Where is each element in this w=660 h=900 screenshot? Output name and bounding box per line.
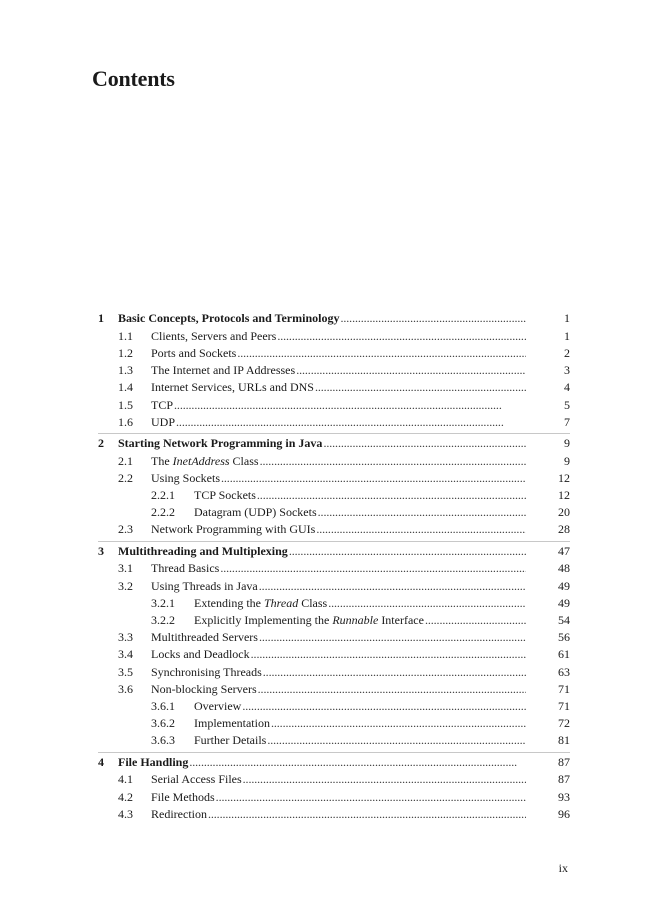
section-entry	[98, 664, 570, 681]
entry-title: The Internet and IP Addresses	[151, 363, 296, 378]
entry-title: Using Threads in Java	[151, 578, 258, 593]
entry-page-number: 3	[564, 363, 570, 378]
entry-page-number: 9	[564, 453, 570, 468]
entry-page-number: 72	[558, 716, 570, 731]
entry-title-with-leader	[151, 646, 526, 663]
dot-leader	[276, 328, 526, 345]
entry-page-number: 20	[558, 505, 570, 520]
dot-leader	[173, 397, 526, 414]
entry-title: TCP	[151, 397, 174, 412]
table-of-contents	[98, 310, 570, 823]
entry-number: 4.1	[118, 772, 133, 787]
entry-number: 3.4	[118, 647, 133, 662]
entry-number: 1.1	[118, 328, 133, 343]
chapter-entry	[98, 310, 570, 328]
entry-page-number: 1	[564, 311, 570, 325]
subsection-entry	[98, 698, 570, 715]
dot-leader	[288, 543, 526, 561]
subsection-entry	[98, 487, 570, 504]
entry-number: 4.2	[118, 789, 133, 804]
page-title: Contents	[92, 66, 175, 91]
subsection-entry	[98, 715, 570, 732]
entry-page-number: 48	[558, 561, 570, 576]
entry-title-with-leader	[194, 504, 526, 521]
dot-leader	[314, 379, 526, 396]
entry-title: Redirection	[151, 806, 207, 821]
dot-leader	[266, 732, 526, 749]
entry-title: Starting Network Programming in Java	[118, 435, 323, 450]
section-entry	[98, 578, 570, 595]
section-entry	[98, 560, 570, 577]
entry-title-with-leader	[118, 435, 526, 453]
chapter-group	[98, 543, 570, 750]
entry-title-with-leader	[151, 397, 526, 414]
dot-leader	[259, 453, 526, 470]
entry-number: 2.2.2	[151, 505, 175, 520]
entry-title-with-leader	[151, 379, 526, 396]
entry-page-number: 54	[558, 613, 570, 628]
entry-title: File Handling	[118, 754, 189, 769]
entry-title-with-leader	[151, 328, 526, 345]
entry-page-number: 12	[558, 488, 570, 503]
chapter-divider	[98, 752, 570, 753]
entry-number: 2.1	[118, 453, 133, 468]
entry-title	[194, 595, 327, 612]
chapter-entry	[98, 543, 570, 561]
entry-page-number: 96	[558, 806, 570, 821]
entry-title-with-leader	[151, 362, 526, 379]
entry-page-number: 87	[558, 772, 570, 787]
entry-title-with-leader	[194, 487, 526, 504]
entry-page-number: 71	[558, 698, 570, 713]
entry-title: Non-blocking Servers	[151, 681, 257, 696]
chapter-divider	[98, 433, 570, 434]
entry-page-number: 47	[558, 543, 570, 558]
subsection-entry	[98, 612, 570, 629]
dot-leader	[270, 715, 526, 732]
entry-number: 4.3	[118, 806, 133, 821]
chapter-entry	[98, 435, 570, 453]
dot-leader	[241, 698, 526, 715]
entry-page-number: 2	[564, 345, 570, 360]
section-entry	[98, 397, 570, 414]
section-entry	[98, 362, 570, 379]
entry-title-with-leader	[151, 521, 526, 538]
entry-title: Internet Services, URLs and DNS	[151, 380, 314, 395]
subsection-entry	[98, 504, 570, 521]
dot-leader	[256, 487, 526, 504]
entry-title: Clients, Servers and Peers	[151, 328, 277, 343]
subsection-entry	[98, 595, 570, 612]
entry-title-with-leader	[194, 698, 526, 715]
entry-number: 3.5	[118, 664, 133, 679]
entry-number: 2.3	[118, 522, 133, 537]
entry-page-number: 9	[564, 435, 570, 450]
entry-number: 1.6	[118, 414, 133, 429]
entry-title: Overview	[194, 698, 242, 713]
section-entry	[98, 414, 570, 431]
entry-number: 3	[98, 543, 104, 558]
entry-title: File Methods	[151, 789, 215, 804]
entry-title: Network Programming with GUIs	[151, 522, 316, 537]
entry-number: 3.6.1	[151, 698, 175, 713]
entry-title: Further Details	[194, 733, 267, 748]
dot-leader	[322, 435, 526, 453]
entry-title-with-leader	[118, 754, 526, 772]
page-number: ix	[558, 861, 568, 875]
entry-title: Synchronising Threads	[151, 664, 262, 679]
section-entry	[98, 470, 570, 487]
entry-title: Implementation	[194, 716, 270, 731]
entry-title: Multithreading and Multiplexing	[118, 543, 288, 558]
dot-leader	[262, 664, 526, 681]
dot-leader	[242, 771, 526, 788]
dot-leader	[258, 629, 526, 646]
section-entry	[98, 328, 570, 345]
section-entry	[98, 681, 570, 698]
entry-title-with-leader	[151, 578, 526, 595]
entry-title: Ports and Sockets	[151, 345, 237, 360]
dot-leader	[424, 612, 526, 629]
entry-page-number: 4	[564, 380, 570, 395]
entry-number: 3.6.3	[151, 733, 175, 748]
dot-leader	[236, 345, 526, 362]
entry-title-with-leader	[151, 681, 526, 698]
dot-leader	[315, 521, 526, 538]
entry-title-with-leader	[151, 453, 526, 470]
entry-number: 1.2	[118, 345, 133, 360]
dot-leader	[207, 806, 526, 823]
entry-title	[151, 453, 259, 470]
entry-number: 3.6.2	[151, 716, 175, 731]
entry-title: Basic Concepts, Protocols and Terminology	[118, 311, 340, 325]
entry-title-with-leader	[151, 789, 526, 806]
entry-page-number: 56	[558, 630, 570, 645]
subsection-entry	[98, 732, 570, 749]
section-entry	[98, 789, 570, 806]
entry-title: Thread Basics	[151, 561, 220, 576]
entry-title-with-leader	[151, 414, 526, 431]
dot-leader	[317, 504, 526, 521]
entry-page-number: 81	[558, 733, 570, 748]
entry-title-with-leader	[151, 806, 526, 823]
entry-number: 3.2.1	[151, 595, 175, 610]
entry-title: Datagram (UDP) Sockets	[194, 505, 317, 520]
entry-title	[194, 612, 424, 629]
entry-page-number: 5	[564, 397, 570, 412]
chapter-group	[98, 435, 570, 539]
section-entry	[98, 345, 570, 362]
entry-title-with-leader	[194, 612, 526, 629]
dot-leader	[220, 470, 526, 487]
chapter-group	[98, 310, 570, 431]
entry-title-part: Class	[229, 453, 259, 468]
section-entry	[98, 453, 570, 470]
dot-leader	[219, 560, 526, 577]
entry-title-with-leader	[151, 345, 526, 362]
entry-number: 3.3	[118, 630, 133, 645]
dot-leader	[188, 754, 526, 772]
entry-title-part: Class	[298, 595, 328, 610]
section-entry	[98, 629, 570, 646]
entry-number: 3.2	[118, 578, 133, 593]
entry-title-with-leader	[118, 310, 526, 328]
section-entry	[98, 521, 570, 538]
entry-title: Serial Access Files	[151, 772, 242, 787]
entry-title-emphasis: InetAddress	[172, 453, 230, 468]
entry-page-number: 87	[558, 754, 570, 769]
entry-title-with-leader	[151, 470, 526, 487]
entry-page-number: 12	[558, 470, 570, 485]
entry-title: UDP	[151, 414, 176, 429]
entry-title-emphasis: Thread	[263, 595, 299, 610]
entry-title: Locks and Deadlock	[151, 647, 250, 662]
dot-leader	[215, 789, 526, 806]
entry-number: 2	[98, 435, 104, 450]
dot-leader	[327, 595, 526, 612]
entry-title-with-leader	[194, 595, 526, 612]
dot-leader	[175, 414, 526, 431]
entry-page-number: 28	[558, 522, 570, 537]
entry-number: 1.4	[118, 380, 133, 395]
entry-title-part: The	[151, 453, 173, 468]
entry-title-with-leader	[151, 629, 526, 646]
entry-title: Multithreaded Servers	[151, 630, 258, 645]
entry-page-number: 49	[558, 578, 570, 593]
dot-leader	[250, 646, 526, 663]
section-entry	[98, 806, 570, 823]
entry-page-number: 1	[564, 328, 570, 343]
entry-title-part: Extending the	[194, 595, 264, 610]
dot-leader	[257, 681, 526, 698]
dot-leader	[295, 362, 526, 379]
entry-page-number: 61	[558, 647, 570, 662]
section-entry	[98, 379, 570, 396]
entry-title-with-leader	[151, 664, 526, 681]
entry-page-number: 93	[558, 789, 570, 804]
entry-title-part: Explicitly Implementing the	[194, 613, 333, 628]
entry-title-with-leader	[151, 771, 526, 788]
entry-title-part: Interface	[378, 613, 424, 628]
dot-leader	[339, 310, 526, 328]
entry-title-with-leader	[118, 543, 526, 561]
entry-number: 2.2.1	[151, 488, 175, 503]
entry-number: 1.5	[118, 397, 133, 412]
section-entry	[98, 646, 570, 663]
entry-title-with-leader	[194, 732, 526, 749]
entry-page-number: 7	[564, 414, 570, 429]
chapter-divider	[98, 541, 570, 542]
section-entry	[98, 771, 570, 788]
entry-page-number: 71	[558, 681, 570, 696]
entry-number: 3.6	[118, 681, 133, 696]
chapter-entry	[98, 754, 570, 772]
entry-number: 3.2.2	[151, 613, 175, 628]
entry-title: Using Sockets	[151, 470, 220, 485]
entry-number: 1.3	[118, 363, 133, 378]
entry-title: TCP Sockets	[194, 488, 256, 503]
entry-number: 4	[98, 754, 104, 769]
entry-title-emphasis: Runnable	[332, 613, 379, 628]
dot-leader	[258, 578, 526, 595]
entry-page-number: 63	[558, 664, 570, 679]
entry-number: 1	[98, 311, 104, 325]
entry-page-number: 49	[558, 595, 570, 610]
entry-number: 2.2	[118, 470, 133, 485]
chapter-group	[98, 754, 570, 823]
entry-number: 3.1	[118, 561, 133, 576]
entry-title-with-leader	[194, 715, 526, 732]
entry-title-with-leader	[151, 560, 526, 577]
